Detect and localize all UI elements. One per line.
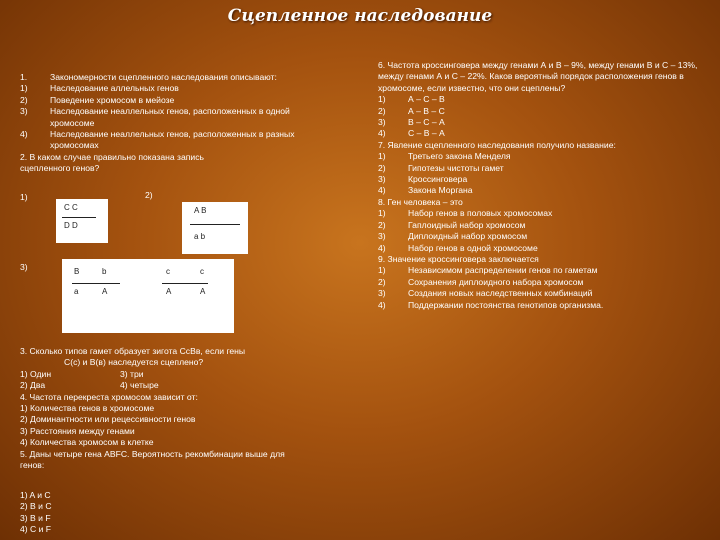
- genotype-image-1: [56, 199, 108, 243]
- q7-option: 4) Закона Моргана: [378, 185, 473, 196]
- image-3-tr: b: [102, 267, 107, 276]
- q9-option: 1) Независимом распределении генов по гаметам: [378, 265, 598, 276]
- question-5: 5. Даны четыре гена ABFC. Вероятность рекомбинации выше для генов:: [20, 448, 285, 471]
- q3-option-row: 1) Один 3) три: [20, 368, 144, 379]
- question-9: 9. Значение кроссинговера заключается: [378, 253, 539, 264]
- questions-3-5: [20, 346, 305, 471]
- image-3-line-2: [162, 283, 208, 284]
- image-2-line: [190, 224, 240, 225]
- q4-option: 2) Доминантности или рецессивности генов: [20, 414, 196, 425]
- q6-option: 1) А – С – В: [378, 94, 445, 105]
- q1-option: 3) Наследование неаллельных генов, расположенных в одной хромосоме: [20, 106, 290, 128]
- q7-option: 3) Кроссинговера: [378, 174, 468, 185]
- genotype-image-3: [62, 259, 234, 333]
- q7-option: 1) Третьего закона Менделя: [378, 151, 511, 162]
- q5-options: [20, 490, 80, 536]
- question-3-line: 3. Сколько типов гамет образует зигота СсВв, если гены: [20, 346, 246, 356]
- image-1-bottom: D D: [64, 221, 78, 230]
- left-column: [20, 72, 305, 175]
- q4-option: 3) Расстояния между генами: [20, 425, 135, 436]
- q4-option: 4) Количества хромосом в клетке: [20, 437, 154, 448]
- image-3-br: A: [102, 287, 108, 296]
- q6-option: 3) В – С – А: [378, 117, 445, 128]
- q9-option: 3) Создания новых наследственных комбинаций: [378, 288, 593, 299]
- q2-label-3: 3): [20, 262, 28, 272]
- question-8: 8. Ген человека – это: [378, 196, 463, 207]
- image-3-t2: c: [166, 267, 170, 276]
- image-3-tl: B: [74, 267, 80, 276]
- question-6: 6. Частота кроссинговера между генами А и В – 9%, между генами В и С – 13%, между генами А и С – 22%. Каков вероятный порядок расположения генов в хромосоме, если известно, что они сцеплены?: [378, 60, 698, 93]
- q8-option: 4) Набор генов в одной хромосоме: [378, 242, 538, 253]
- q1-option: 4) Наследование неаллельных генов, расположенных в разных хромосомах: [20, 129, 295, 151]
- q8-option: 3) Диплоидный набор хромосом: [378, 231, 528, 242]
- question-4: 4. Частота перекреста хромосом зависит от:: [20, 391, 198, 402]
- image-3-bl: a: [74, 287, 79, 296]
- image-3-b2: A: [166, 287, 172, 296]
- question-1: 1. Закономерности сцепленного наследования описывают:: [20, 72, 277, 82]
- genotype-image-2: [182, 202, 248, 254]
- image-1-line: [62, 217, 96, 218]
- q9-option: 4) Поддержании постоянства генотипов организма.: [378, 299, 604, 310]
- q3-option-row: 2) Два 4) четыре: [20, 380, 159, 391]
- image-3-line-1: [72, 283, 120, 284]
- q2-label-2: 2): [145, 190, 153, 200]
- q6-option: 4) С – В – А: [378, 128, 445, 139]
- image-1-top: C C: [64, 203, 78, 212]
- q8-option: 2) Гаплоидный набор хромосом: [378, 219, 526, 230]
- q5-option: 4) C и F: [20, 524, 52, 535]
- q5-option: 2) B и C: [20, 501, 52, 512]
- q5-option: 1) A и C: [20, 490, 51, 500]
- slide-title: Сцепленное наследование: [227, 6, 493, 26]
- image-2-bottom: a b: [194, 232, 206, 241]
- image-3-t3: c: [200, 267, 204, 276]
- image-2-top: A B: [194, 206, 207, 215]
- q7-option: 2) Гипотезы чистоты гамет: [378, 162, 504, 173]
- q9-option: 2) Сохранения диплоидного набора хромосом: [378, 276, 584, 287]
- q2-label-1: 1): [20, 192, 28, 202]
- image-3-b3: A: [200, 287, 206, 296]
- question-3-line: C(c) и B(в) наследуется сцеплено?: [64, 357, 204, 368]
- q1-option: 2) Поведение хромосом в мейозе: [20, 94, 175, 105]
- q6-option: 2) А – В – С: [378, 105, 445, 116]
- q8-option: 1) Набор генов в половых хромосомах: [378, 208, 553, 219]
- question-2: 2. В каком случае правильно показана запись сцепленного генов?: [20, 151, 204, 174]
- right-column: [378, 60, 698, 311]
- q4-option: 1) Количества генов в хромосоме: [20, 403, 155, 414]
- q1-option: 1) Наследование аллельных генов: [20, 83, 179, 94]
- question-7: 7. Явление сцепленного наследования получило название:: [378, 139, 616, 150]
- q5-option: 3) B и F: [20, 512, 51, 523]
